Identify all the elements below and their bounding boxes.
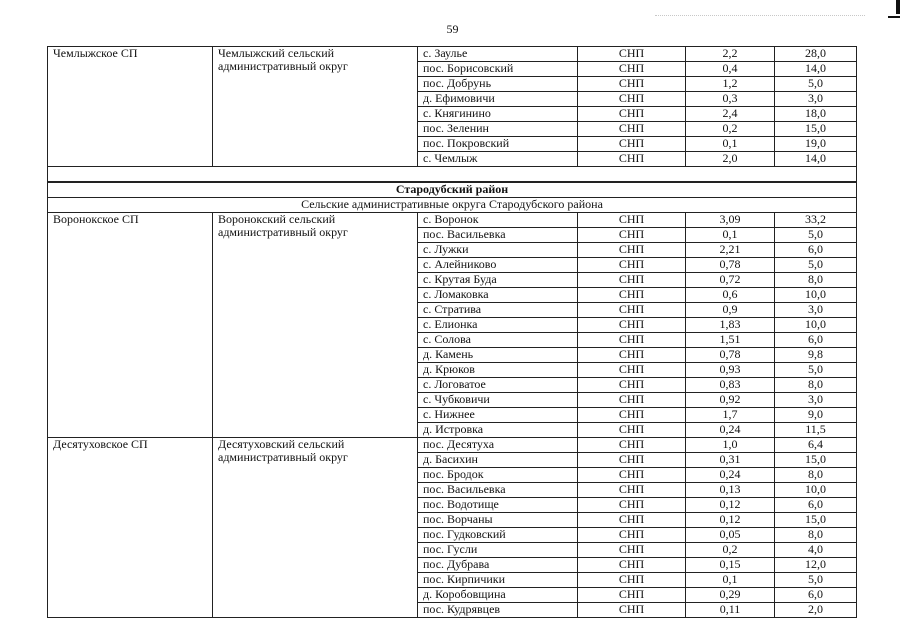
settlement-value: 14,0 [775,152,857,167]
settlement-name: д. Камень [418,348,578,363]
settlement-name: с. Солова [418,333,578,348]
settlement-area: 0,2 [686,122,775,137]
settlement-value: 14,0 [775,62,857,77]
settlement-area: 1,2 [686,77,775,92]
page-number: 59 [446,22,459,36]
settlement-name: пос. Зеленин [418,122,578,137]
settlement-name: д. Коробовщина [418,588,578,603]
settlement-area: 0,12 [686,498,775,513]
settlement-area: 0,9 [686,303,775,318]
settlement-value: 6,0 [775,498,857,513]
settlement-value: 5,0 [775,363,857,378]
district-subtitle: Сельские административные округа Стародубского района [48,198,857,213]
settlement-area: 1,83 [686,318,775,333]
settlement-name: с. Воронок [418,213,578,228]
settlement-value: 15,0 [775,122,857,137]
settlement-area: 0,15 [686,558,775,573]
settlement-value: 5,0 [775,228,857,243]
administrative-district-name: Десятуховский сельский административный округ [213,438,418,618]
scan-streak [655,15,865,16]
settlement-value: 12,0 [775,558,857,573]
rural-settlement-name: Десятуховское СП [48,438,213,618]
settlement-type: СНП [578,288,686,303]
settlement-value: 6,0 [775,588,857,603]
settlement-name: с. Чубковичи [418,393,578,408]
settlement-type: СНП [578,137,686,152]
settlement-value: 19,0 [775,137,857,152]
district-subtitle-row [48,198,857,213]
settlement-row [48,438,857,453]
settlement-name: д. Истровка [418,423,578,438]
settlement-value: 9,0 [775,408,857,423]
scan-corner-mark [896,0,900,14]
settlement-name: с. Княгинино [418,107,578,122]
settlement-name: пос. Васильевка [418,228,578,243]
settlement-area: 0,78 [686,348,775,363]
settlement-area: 0,11 [686,603,775,618]
settlement-value: 3,0 [775,92,857,107]
settlement-area: 0,24 [686,468,775,483]
settlement-area: 0,1 [686,137,775,152]
settlement-value: 15,0 [775,513,857,528]
settlement-name: с. Стратива [418,303,578,318]
district-header-row [48,182,857,198]
settlement-type: СНП [578,47,686,62]
settlement-area: 1,51 [686,333,775,348]
settlement-type: СНП [578,333,686,348]
settlement-name: с. Алейниково [418,258,578,273]
settlement-type: СНП [578,573,686,588]
settlement-value: 4,0 [775,543,857,558]
settlement-name: с. Логоватое [418,378,578,393]
settlement-type: СНП [578,62,686,77]
settlement-type: СНП [578,513,686,528]
settlement-value: 33,2 [775,213,857,228]
settlements-table-body [48,47,857,618]
settlement-name: пос. Добрунь [418,77,578,92]
settlement-value: 8,0 [775,528,857,543]
settlement-name: д. Ефимовичи [418,92,578,107]
settlement-name: с. Заулье [418,47,578,62]
settlements-table-container [47,46,856,618]
settlement-area: 0,12 [686,513,775,528]
spacer-cell [48,167,857,183]
settlement-type: СНП [578,543,686,558]
settlement-type: СНП [578,408,686,423]
settlement-area: 0,1 [686,573,775,588]
settlement-type: СНП [578,588,686,603]
settlement-name: пос. Бродок [418,468,578,483]
settlement-area: 0,6 [686,288,775,303]
scan-dash-mark [888,16,900,18]
settlement-name: д. Басихин [418,453,578,468]
rural-settlement-name: Воронокское СП [48,213,213,438]
settlement-area: 0,2 [686,543,775,558]
rural-settlement-name: Чемлыжское СП [48,47,213,167]
settlement-type: СНП [578,107,686,122]
settlement-value: 5,0 [775,573,857,588]
settlement-type: СНП [578,122,686,137]
administrative-district-name: Воронокский сельский административный округ [213,213,418,438]
settlement-type: СНП [578,438,686,453]
settlement-area: 0,3 [686,92,775,107]
settlement-area: 0,92 [686,393,775,408]
settlement-name: пос. Васильевка [418,483,578,498]
settlement-area: 0,13 [686,483,775,498]
settlement-value: 28,0 [775,47,857,62]
settlement-name: с. Ломаковка [418,288,578,303]
spacer-row [48,167,857,183]
settlement-name: с. Лужки [418,243,578,258]
settlement-value: 5,0 [775,258,857,273]
settlement-area: 2,4 [686,107,775,122]
settlement-name: пос. Ворчаны [418,513,578,528]
settlement-name: пос. Гудковский [418,528,578,543]
settlement-type: СНП [578,228,686,243]
settlement-type: СНП [578,77,686,92]
settlement-type: СНП [578,558,686,573]
settlement-type: СНП [578,303,686,318]
settlement-value: 6,0 [775,243,857,258]
settlement-type: СНП [578,348,686,363]
settlement-type: СНП [578,258,686,273]
settlement-type: СНП [578,453,686,468]
settlement-area: 2,0 [686,152,775,167]
settlement-area: 1,7 [686,408,775,423]
settlement-area: 0,93 [686,363,775,378]
settlement-name: с. Чемлыж [418,152,578,167]
settlement-type: СНП [578,468,686,483]
district-title: Стародубский район [48,182,857,198]
settlement-row [48,213,857,228]
settlement-name: с. Нижнее [418,408,578,423]
settlement-name: с. Крутая Буда [418,273,578,288]
settlement-type: СНП [578,243,686,258]
settlement-area: 0,83 [686,378,775,393]
settlement-area: 1,0 [686,438,775,453]
settlement-area: 0,29 [686,588,775,603]
settlement-value: 10,0 [775,288,857,303]
settlement-area: 0,24 [686,423,775,438]
settlement-value: 5,0 [775,77,857,92]
settlement-type: СНП [578,603,686,618]
settlement-value: 8,0 [775,378,857,393]
administrative-district-name: Чемлыжский сельский административный округ [213,47,418,167]
settlement-name: с. Елионка [418,318,578,333]
settlement-type: СНП [578,363,686,378]
settlement-value: 10,0 [775,318,857,333]
settlement-value: 11,5 [775,423,857,438]
settlement-area: 0,4 [686,62,775,77]
settlement-value: 8,0 [775,273,857,288]
settlement-area: 0,78 [686,258,775,273]
settlement-value: 15,0 [775,453,857,468]
settlement-area: 3,09 [686,213,775,228]
settlement-name: пос. Покровский [418,137,578,152]
settlement-area: 0,31 [686,453,775,468]
settlement-name: пос. Водотище [418,498,578,513]
settlement-area: 0,72 [686,273,775,288]
settlement-type: СНП [578,213,686,228]
settlement-name: пос. Борисовский [418,62,578,77]
settlement-value: 6,0 [775,333,857,348]
settlement-type: СНП [578,528,686,543]
settlement-type: СНП [578,92,686,107]
settlement-value: 3,0 [775,393,857,408]
settlement-type: СНП [578,423,686,438]
settlement-value: 3,0 [775,303,857,318]
settlements-table [47,46,857,618]
settlement-value: 8,0 [775,468,857,483]
settlement-name: пос. Кирпичики [418,573,578,588]
settlement-type: СНП [578,498,686,513]
settlement-area: 0,05 [686,528,775,543]
settlement-value: 6,4 [775,438,857,453]
settlement-type: СНП [578,273,686,288]
settlement-row [48,47,857,62]
settlement-name: д. Крюков [418,363,578,378]
settlement-name: пос. Гусли [418,543,578,558]
settlement-type: СНП [578,318,686,333]
settlement-type: СНП [578,152,686,167]
settlement-type: СНП [578,378,686,393]
settlement-name: пос. Десятуха [418,438,578,453]
settlement-value: 2,0 [775,603,857,618]
settlement-name: пос. Дубрава [418,558,578,573]
settlement-value: 18,0 [775,107,857,122]
settlement-area: 2,21 [686,243,775,258]
settlement-area: 0,1 [686,228,775,243]
settlement-type: СНП [578,393,686,408]
settlement-value: 9,8 [775,348,857,363]
settlement-type: СНП [578,483,686,498]
settlement-value: 10,0 [775,483,857,498]
settlement-area: 2,2 [686,47,775,62]
settlement-name: пос. Кудрявцев [418,603,578,618]
